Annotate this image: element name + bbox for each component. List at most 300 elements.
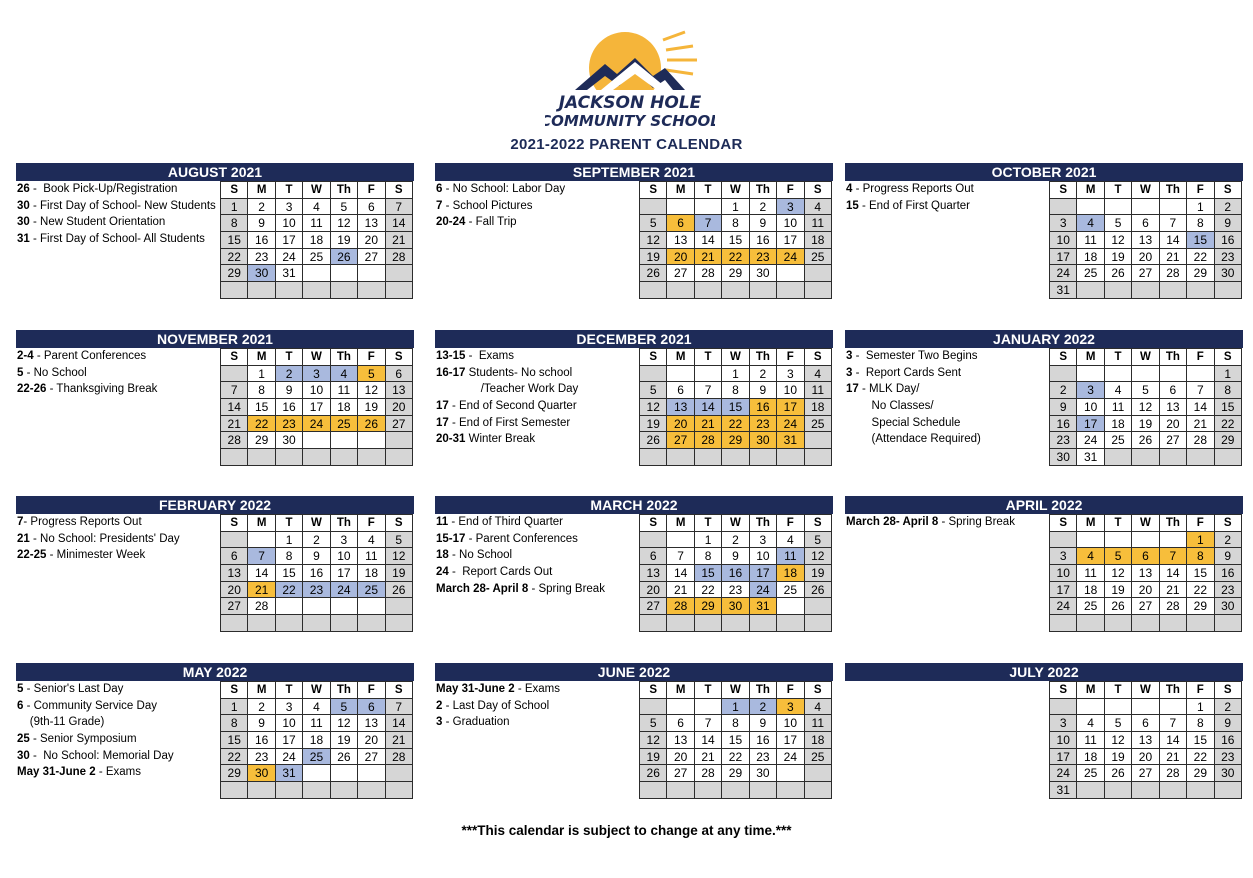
day-cell: 10: [330, 548, 357, 565]
weekday-header: W: [1132, 682, 1159, 699]
day-cell: 22: [722, 748, 749, 765]
event-date: 6: [17, 699, 24, 712]
day-cell: 18: [1077, 748, 1104, 765]
day-cell: 31: [275, 265, 302, 282]
day-cell: 31: [1050, 282, 1077, 299]
day-cell: 13: [358, 715, 385, 732]
day-cell: 4: [1104, 382, 1131, 399]
event-text: - Spring Break: [938, 516, 1015, 528]
day-cell: 17: [303, 399, 330, 416]
event-item: [846, 348, 1051, 365]
day-cell: 9: [248, 215, 275, 232]
day-cell: 11: [1077, 732, 1104, 749]
day-cell: 19: [640, 248, 667, 265]
weekday-header: Th: [749, 349, 776, 366]
month-grid: [1049, 181, 1242, 299]
empty-day-cell: [275, 449, 302, 466]
day-cell: 6: [667, 382, 694, 399]
weekday-header: M: [248, 515, 275, 532]
day-cell: 18: [1077, 248, 1104, 265]
event-item: [436, 431, 641, 448]
event-item: [436, 415, 641, 432]
week-row: [1050, 581, 1242, 598]
event-item: [17, 748, 222, 765]
day-cell: 24: [1077, 432, 1104, 449]
event-item: [17, 365, 222, 382]
empty-day-cell: [667, 282, 694, 299]
day-cell: 18: [1077, 581, 1104, 598]
day-cell: 6: [667, 215, 694, 232]
day-cell: 1: [694, 531, 721, 548]
day-cell: 6: [1132, 548, 1159, 565]
day-cell: 30: [722, 598, 749, 615]
day-cell: 27: [640, 598, 667, 615]
day-cell: 6: [358, 698, 385, 715]
empty-day-cell: [1214, 282, 1241, 299]
empty-day-cell: [1104, 782, 1131, 799]
day-cell: 20: [221, 581, 248, 598]
day-cell: 13: [1132, 732, 1159, 749]
day-cell: 4: [358, 531, 385, 548]
event-date: 16-17: [436, 366, 466, 379]
empty-day-cell: [667, 531, 694, 548]
week-row: [221, 248, 413, 265]
weekday-header: S: [385, 515, 412, 532]
weekday-header: Th: [1159, 349, 1186, 366]
event-text: /Teacher Work Day: [436, 383, 579, 396]
day-cell: 7: [248, 548, 275, 565]
month-header: FEBRUARY 2022: [16, 496, 414, 514]
day-cell: 12: [1104, 565, 1131, 582]
day-cell: 25: [358, 581, 385, 598]
event-text: - Semester Two Begins: [852, 350, 978, 362]
event-date: 26: [17, 183, 30, 195]
empty-day-cell: [1077, 531, 1104, 548]
month-header: JUNE 2022: [435, 663, 833, 681]
event-date: 22-25: [17, 549, 47, 562]
week-row: [640, 265, 832, 282]
week-row: [221, 282, 413, 299]
day-cell: 19: [1104, 748, 1131, 765]
empty-day-cell: [248, 282, 275, 299]
weekday-header: Th: [749, 515, 776, 532]
day-cell: 3: [330, 531, 357, 548]
weekday-header: S: [1214, 682, 1241, 699]
empty-day-cell: [694, 782, 721, 799]
day-cell: 11: [303, 715, 330, 732]
day-cell: 12: [640, 232, 667, 249]
day-cell: 18: [1104, 415, 1131, 432]
day-cell: 21: [1159, 581, 1186, 598]
event-text: - Exams: [465, 350, 514, 362]
day-cell: 16: [1214, 565, 1241, 582]
day-cell: 9: [1050, 399, 1077, 416]
day-cell: 20: [358, 732, 385, 749]
day-cell: 26: [804, 581, 831, 598]
empty-day-cell: [221, 782, 248, 799]
week-row: [1050, 765, 1242, 782]
day-cell: 27: [1132, 765, 1159, 782]
day-cell: 20: [358, 232, 385, 249]
empty-day-cell: [1104, 365, 1131, 382]
event-text: - School Pictures: [442, 199, 533, 212]
weekday-header: F: [358, 682, 385, 699]
week-row: [221, 732, 413, 749]
day-cell: 28: [694, 265, 721, 282]
week-row: [640, 432, 832, 449]
empty-day-cell: [694, 365, 721, 382]
month-grid: [1049, 514, 1242, 632]
week-row: [221, 565, 413, 582]
week-row: [1050, 399, 1242, 416]
week-row: [1050, 698, 1242, 715]
week-row: [640, 531, 832, 548]
day-cell: 10: [1050, 232, 1077, 249]
day-cell: 21: [667, 581, 694, 598]
weekday-header: Th: [749, 682, 776, 699]
event-list: [846, 514, 1051, 531]
day-cell: 29: [722, 432, 749, 449]
day-cell: 4: [1077, 548, 1104, 565]
event-text: - End of First Semester: [448, 416, 571, 429]
svg-text:JACKSON HOLE: JACKSON HOLE: [558, 93, 702, 113]
event-item: [17, 514, 222, 531]
day-cell: 8: [248, 382, 275, 399]
day-cell: 20: [667, 248, 694, 265]
empty-day-cell: [722, 615, 749, 632]
weekday-header: M: [1077, 682, 1104, 699]
day-cell: 29: [221, 765, 248, 782]
empty-day-cell: [1159, 531, 1186, 548]
day-cell: 10: [777, 215, 804, 232]
day-cell: 10: [1077, 399, 1104, 416]
month-block: [435, 330, 833, 466]
day-cell: 24: [777, 415, 804, 432]
weekday-header: S: [1050, 682, 1077, 699]
day-cell: 23: [1214, 248, 1241, 265]
weekday-header: W: [303, 349, 330, 366]
day-cell: 3: [777, 698, 804, 715]
weekday-header: S: [804, 182, 831, 199]
weekday-header: M: [667, 682, 694, 699]
day-cell: 13: [221, 565, 248, 582]
empty-day-cell: [1132, 782, 1159, 799]
day-cell: 22: [1187, 248, 1214, 265]
weekday-header: T: [694, 515, 721, 532]
week-row: [221, 531, 413, 548]
week-row: [221, 432, 413, 449]
event-item: [436, 398, 641, 415]
month-header: MAY 2022: [16, 663, 414, 681]
weekday-header: Th: [330, 182, 357, 199]
day-cell: 6: [1132, 715, 1159, 732]
empty-day-cell: [804, 782, 831, 799]
empty-day-cell: [275, 598, 302, 615]
day-cell: 21: [1187, 415, 1214, 432]
month-block: [16, 496, 414, 632]
day-cell: 21: [385, 232, 412, 249]
event-item: [846, 381, 1051, 398]
weekday-header: S: [640, 515, 667, 532]
day-cell: 7: [221, 382, 248, 399]
day-cell: 9: [248, 715, 275, 732]
day-cell: 29: [722, 265, 749, 282]
weekday-header: M: [667, 349, 694, 366]
day-cell: 3: [1050, 548, 1077, 565]
weekday-header: S: [385, 682, 412, 699]
day-cell: 11: [330, 382, 357, 399]
day-cell: 17: [1050, 581, 1077, 598]
event-text: - End of Second Quarter: [448, 400, 577, 413]
empty-day-cell: [777, 615, 804, 632]
event-item: [436, 714, 641, 731]
empty-day-cell: [749, 282, 776, 299]
week-row: [640, 548, 832, 565]
empty-day-cell: [1187, 449, 1214, 466]
empty-day-cell: [722, 449, 749, 466]
day-cell: 28: [1187, 432, 1214, 449]
week-row: [221, 748, 413, 765]
day-cell: 10: [777, 382, 804, 399]
week-row: [221, 365, 413, 382]
month-block: [845, 163, 1243, 299]
day-cell: 18: [330, 399, 357, 416]
day-cell: 3: [275, 198, 302, 215]
empty-day-cell: [1104, 282, 1131, 299]
day-cell: 2: [749, 198, 776, 215]
event-text: - Community Service Day: [23, 699, 157, 712]
empty-day-cell: [804, 765, 831, 782]
empty-day-cell: [1187, 365, 1214, 382]
day-cell: 25: [303, 248, 330, 265]
day-cell: 26: [330, 248, 357, 265]
month-grid: [220, 514, 413, 632]
week-row: [1050, 215, 1242, 232]
day-cell: 31: [777, 432, 804, 449]
empty-day-cell: [248, 531, 275, 548]
day-cell: 19: [330, 232, 357, 249]
weekday-header: Th: [330, 682, 357, 699]
event-text: Special Schedule: [846, 416, 961, 429]
event-item: [436, 214, 641, 231]
day-cell: 31: [749, 598, 776, 615]
day-cell: 21: [1159, 748, 1186, 765]
day-cell: 26: [1132, 432, 1159, 449]
empty-day-cell: [385, 782, 412, 799]
day-cell: 11: [1077, 232, 1104, 249]
event-item: [846, 431, 1051, 448]
day-cell: 31: [1050, 782, 1077, 799]
weekday-header: F: [358, 349, 385, 366]
day-cell: 28: [248, 598, 275, 615]
day-cell: 9: [749, 215, 776, 232]
day-cell: 10: [303, 382, 330, 399]
month-header: SEPTEMBER 2021: [435, 163, 833, 181]
weekday-header: M: [1077, 349, 1104, 366]
day-cell: 23: [1214, 581, 1241, 598]
event-date: 20-31: [436, 433, 466, 446]
day-cell: 23: [1214, 748, 1241, 765]
empty-day-cell: [1132, 449, 1159, 466]
calendar-title: 2021-2022 PARENT CALENDAR: [510, 136, 743, 153]
day-cell: 27: [385, 415, 412, 432]
event-item: [17, 214, 222, 231]
event-text: - Fall Trip: [465, 216, 517, 229]
day-cell: 27: [667, 765, 694, 782]
empty-day-cell: [1104, 698, 1131, 715]
day-cell: 22: [722, 415, 749, 432]
day-cell: 11: [804, 215, 831, 232]
empty-day-cell: [385, 449, 412, 466]
day-cell: 19: [1132, 415, 1159, 432]
empty-day-cell: [1077, 782, 1104, 799]
day-cell: 18: [303, 232, 330, 249]
weekday-header: T: [1104, 515, 1131, 532]
day-cell: 24: [1050, 598, 1077, 615]
empty-day-cell: [749, 782, 776, 799]
day-cell: 18: [777, 565, 804, 582]
event-list: [436, 348, 641, 448]
month-block: [435, 163, 833, 299]
empty-day-cell: [358, 598, 385, 615]
day-cell: 20: [667, 415, 694, 432]
event-item: [17, 198, 222, 215]
empty-day-cell: [1077, 365, 1104, 382]
day-cell: 2: [248, 698, 275, 715]
day-cell: 29: [1187, 265, 1214, 282]
day-cell: 28: [1159, 598, 1186, 615]
day-cell: 12: [640, 399, 667, 416]
day-cell: 27: [667, 432, 694, 449]
day-cell: 23: [303, 581, 330, 598]
day-cell: 18: [358, 565, 385, 582]
day-cell: 16: [749, 732, 776, 749]
day-cell: 13: [640, 565, 667, 582]
day-cell: 4: [1077, 715, 1104, 732]
day-cell: 11: [1104, 399, 1131, 416]
event-item: [436, 348, 641, 365]
event-text: - No School: [23, 366, 87, 379]
day-cell: 13: [667, 399, 694, 416]
day-cell: 2: [1214, 531, 1241, 548]
day-cell: 30: [248, 265, 275, 282]
empty-day-cell: [1214, 782, 1241, 799]
event-date: 4: [846, 183, 853, 195]
week-row: [221, 698, 413, 715]
weekday-header: F: [358, 515, 385, 532]
event-date: 3: [436, 716, 443, 729]
empty-day-cell: [385, 765, 412, 782]
week-row: [221, 782, 413, 799]
day-cell: 9: [303, 548, 330, 565]
day-cell: 17: [749, 565, 776, 582]
day-cell: 25: [1077, 265, 1104, 282]
weekday-header: S: [640, 682, 667, 699]
day-cell: 1: [1187, 698, 1214, 715]
event-date: 25: [17, 733, 30, 746]
empty-day-cell: [640, 365, 667, 382]
day-cell: 4: [303, 198, 330, 215]
day-cell: 18: [804, 399, 831, 416]
weekday-header: T: [1104, 182, 1131, 199]
week-row: [1050, 565, 1242, 582]
empty-day-cell: [667, 782, 694, 799]
day-cell: 16: [1050, 415, 1077, 432]
day-cell: 22: [1214, 415, 1241, 432]
day-cell: 25: [1104, 432, 1131, 449]
day-cell: 25: [330, 415, 357, 432]
day-cell: 27: [358, 748, 385, 765]
event-date: 11: [436, 516, 449, 528]
weekday-header: M: [248, 682, 275, 699]
empty-day-cell: [1214, 449, 1241, 466]
week-row: [640, 782, 832, 799]
event-text: - First Day of School- All Students: [29, 233, 205, 246]
event-date: 18: [436, 549, 449, 562]
day-cell: 28: [667, 598, 694, 615]
day-cell: 13: [385, 382, 412, 399]
event-date: 15-17: [436, 532, 466, 545]
empty-day-cell: [330, 449, 357, 466]
day-cell: 2: [275, 365, 302, 382]
day-cell: 14: [385, 215, 412, 232]
day-cell: 21: [385, 732, 412, 749]
event-date: March 28- April 8: [436, 582, 529, 595]
day-cell: 23: [248, 748, 275, 765]
day-cell: 3: [777, 198, 804, 215]
day-cell: 1: [248, 365, 275, 382]
day-cell: 10: [777, 715, 804, 732]
event-item: [436, 681, 641, 698]
day-cell: 4: [303, 698, 330, 715]
day-cell: 11: [358, 548, 385, 565]
day-cell: 13: [667, 732, 694, 749]
day-cell: 8: [221, 715, 248, 732]
event-list: [17, 681, 222, 781]
event-item: [17, 764, 222, 781]
weekday-header: Th: [330, 515, 357, 532]
event-date: 17: [846, 383, 859, 396]
week-row: [1050, 232, 1242, 249]
day-cell: 2: [1214, 698, 1241, 715]
day-cell: 1: [275, 531, 302, 548]
week-row: [640, 765, 832, 782]
disclaimer-footer: ***This calendar is subject to change at any time.***: [461, 823, 792, 838]
event-list: [436, 514, 641, 597]
event-text: - Report Cards Out: [448, 566, 553, 579]
day-cell: 30: [275, 432, 302, 449]
empty-day-cell: [1050, 365, 1077, 382]
event-text: - Last Day of School: [442, 699, 550, 712]
empty-day-cell: [358, 282, 385, 299]
day-cell: 28: [385, 248, 412, 265]
month-grid: [1049, 348, 1242, 466]
event-text: - Report Cards Sent: [852, 366, 962, 379]
day-cell: 19: [1104, 248, 1131, 265]
event-date: 24: [436, 566, 449, 579]
weekday-header: S: [385, 349, 412, 366]
day-cell: 7: [667, 548, 694, 565]
empty-day-cell: [722, 782, 749, 799]
day-cell: 28: [221, 432, 248, 449]
event-item: [846, 415, 1051, 432]
day-cell: 25: [804, 748, 831, 765]
day-cell: 21: [694, 415, 721, 432]
empty-day-cell: [248, 615, 275, 632]
empty-day-cell: [385, 598, 412, 615]
day-cell: 14: [1159, 565, 1186, 582]
week-row: [1050, 531, 1242, 548]
